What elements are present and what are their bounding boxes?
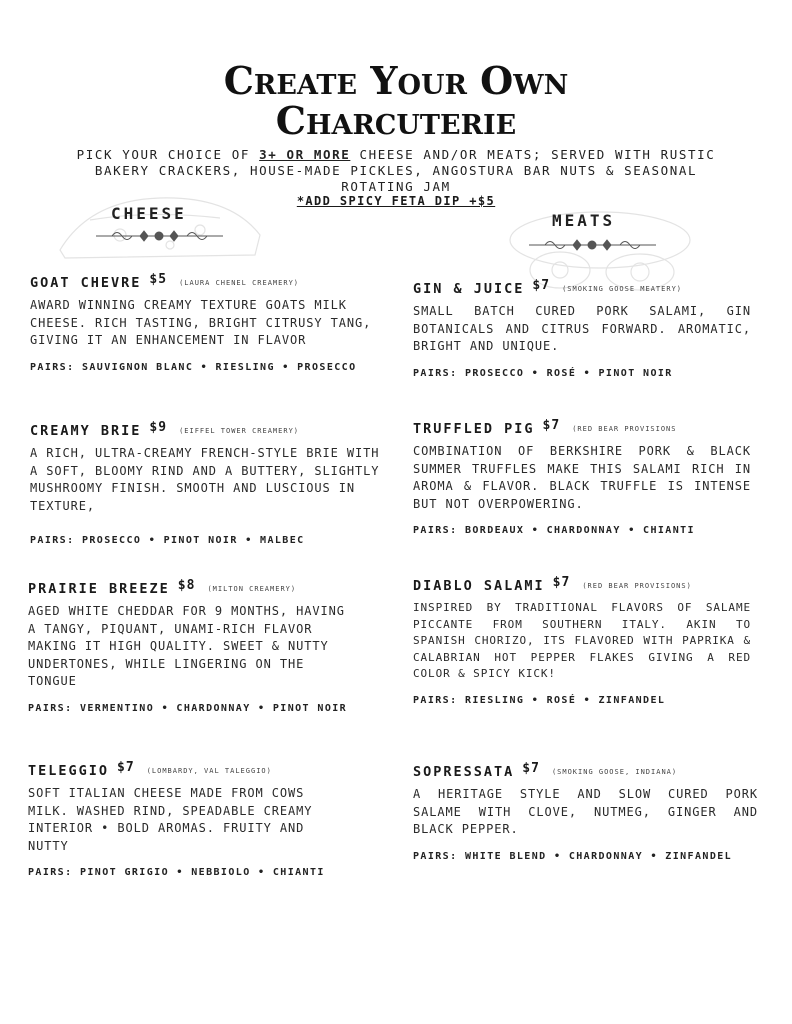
item-description: A RICH, ULTRA-CREAMY FRENCH-STYLE BRIE WITH A SOFT, BLOOMY RIND AND A BUTTERY, SLIGHTLY MUSHROOMY FINISH. SMOOTH AND LUSCIOUS IN TEXTURE,	[30, 446, 380, 513]
item-source: (EIFFEL TOWER CREAMERY)	[179, 427, 299, 435]
item-source: (RED BEAR PROVISIONS	[572, 425, 677, 433]
item-price: $7	[522, 761, 540, 776]
item-source: (LAURA CHENEL CREAMERY)	[179, 279, 299, 287]
item-source: (SMOKING GOOSE MEATERY)	[562, 285, 682, 293]
item-pairings: PAIRS: WHITE BLEND • CHARDONNAY • ZINFANDEL	[413, 850, 733, 862]
cheese-item-prairie-breeze	[28, 580, 358, 714]
cheese-flourish-icon	[92, 226, 227, 246]
item-name: SOPRESSATA	[413, 764, 515, 780]
item-name: TELEGGIO	[28, 763, 110, 779]
meats-flourish-icon	[525, 235, 660, 255]
meat-item-sopressata	[413, 763, 758, 862]
item-name: TRUFFLED PIG	[413, 421, 535, 437]
item-description: SMALL BATCH CURED PORK SALAMI, GIN BOTANICALS AND CITRUS FORWARD. AROMATIC, BRIGHT AND UNIQUE.	[413, 304, 751, 353]
intro-emphasis: 3+ OR MORE	[259, 147, 351, 162]
item-description: COMBINATION OF BERKSHIRE PORK & BLACK SUMMER TRUFFLES MAKE THIS SALAMI RICH IN AROMA & FLAVOR. BLACK TRUFFLE IS INTENSE BUT NOT OVERPOWERING.	[413, 444, 751, 511]
item-name: GOAT CHEVRE	[30, 275, 142, 291]
menu-title-line-1: Create Your Own	[223, 58, 569, 103]
item-pairings: PAIRS: VERMENTINO • CHARDONNAY • PINOT NOIR	[28, 702, 348, 714]
item-name: PRAIRIE BREEZE	[28, 581, 170, 597]
intro-text	[70, 147, 722, 195]
meat-item-truffled-pig	[413, 420, 751, 536]
item-pairings: PAIRS: PINOT GRIGIO • NEBBIOLO • CHIANTI	[28, 867, 325, 878]
add-on-note: *ADD SPICY FETA DIP +$5	[296, 194, 496, 208]
item-price: $7	[542, 418, 561, 433]
cheese-item-creamy-brie	[30, 422, 380, 546]
intro-after: CHEESE AND/OR MEATS; SERVED WITH RUSTIC BAKERY CRACKERS, HOUSE-MADE PICKLES, ANGOSTURA BAR NUTS & SEASONAL ROTATING JAM	[94, 147, 716, 194]
item-source: (LOMBARDY, VAL TALEGGIO)	[146, 767, 272, 775]
item-price: $7	[532, 278, 551, 293]
item-price: $7	[117, 760, 135, 775]
item-pairings: PAIRS: BORDEAUX • CHARDONNAY • CHIANTI	[413, 525, 695, 536]
cheese-item-goat-chevre	[30, 274, 390, 373]
item-pairings: PAIRS: PROSECCO • ROSÉ • PINOT NOIR	[413, 367, 673, 379]
item-pairings: PAIRS: PROSECCO • PINOT NOIR • MALBEC	[30, 535, 305, 546]
cheese-item-teleggio	[28, 762, 348, 878]
item-name: DIABLO SALAMI	[413, 578, 545, 594]
item-description: INSPIRED BY TRADITIONAL FLAVORS OF SALAME PICCANTE FROM SOUTHERN ITALY. AKIN TO SPANISH CHORIZO, ITS FLAVORED WITH PAPRIKA & CALABRIAN HOT PEPPER FLAKES GIVING A RED COLOR & SPICY KICK!	[413, 601, 751, 680]
item-description: SOFT ITALIAN CHEESE MADE FROM COWS MILK. WASHED RIND, SPEADABLE CREAMY INTERIOR • BOLD AROMAS. FRUITY AND NUTTY	[28, 786, 313, 853]
meat-item-gin-and-juice	[413, 280, 751, 379]
intro-before: PICK YOUR CHOICE OF	[76, 147, 260, 162]
item-name: CREAMY BRIE	[30, 423, 142, 439]
item-source: (RED BEAR PROVISIONS)	[582, 582, 692, 590]
cheese-section-heading: CHEESE	[111, 204, 187, 223]
item-pairings: PAIRS: RIESLING • ROSÉ • ZINFANDEL	[413, 694, 666, 706]
item-pairings: PAIRS: SAUVIGNON BLANC • RIESLING • PROSECCO	[30, 361, 357, 373]
item-price: $7	[552, 575, 571, 590]
item-description: AWARD WINNING CREAMY TEXTURE GOATS MILK CHEESE. RICH TASTING, BRIGHT CITRUSY TANG, GIVING IT AN ENHANCEMENT IN FLAVOR	[30, 298, 372, 347]
item-source: (MILTON CREAMERY)	[207, 585, 297, 593]
item-price: $5	[149, 272, 168, 287]
item-price: $9	[149, 420, 168, 435]
item-description: AGED WHITE CHEDDAR FOR 9 MONTHS, HAVING A TANGY, PIQUANT, UNAMI-RICH FLAVOR MAKING IT HIGH QUALITY. SWEET & NUTTY UNDERTONES, WHILE LINGERING ON THE TONGUE	[28, 604, 345, 688]
menu-title-line-2: Charcuterie	[275, 98, 517, 143]
meat-item-diablo-salami	[413, 577, 751, 706]
item-description: A HERITAGE STYLE AND SLOW CURED PORK SALAME WITH CLOVE, NUTMEG, GINGER AND BLACK PEPPER.	[413, 787, 758, 836]
item-name: GIN & JUICE	[413, 281, 525, 297]
meats-section-heading: MEATS	[552, 211, 616, 230]
item-source: (SMOKING GOOSE, INDIANA)	[551, 768, 678, 776]
item-price: $8	[177, 578, 196, 593]
